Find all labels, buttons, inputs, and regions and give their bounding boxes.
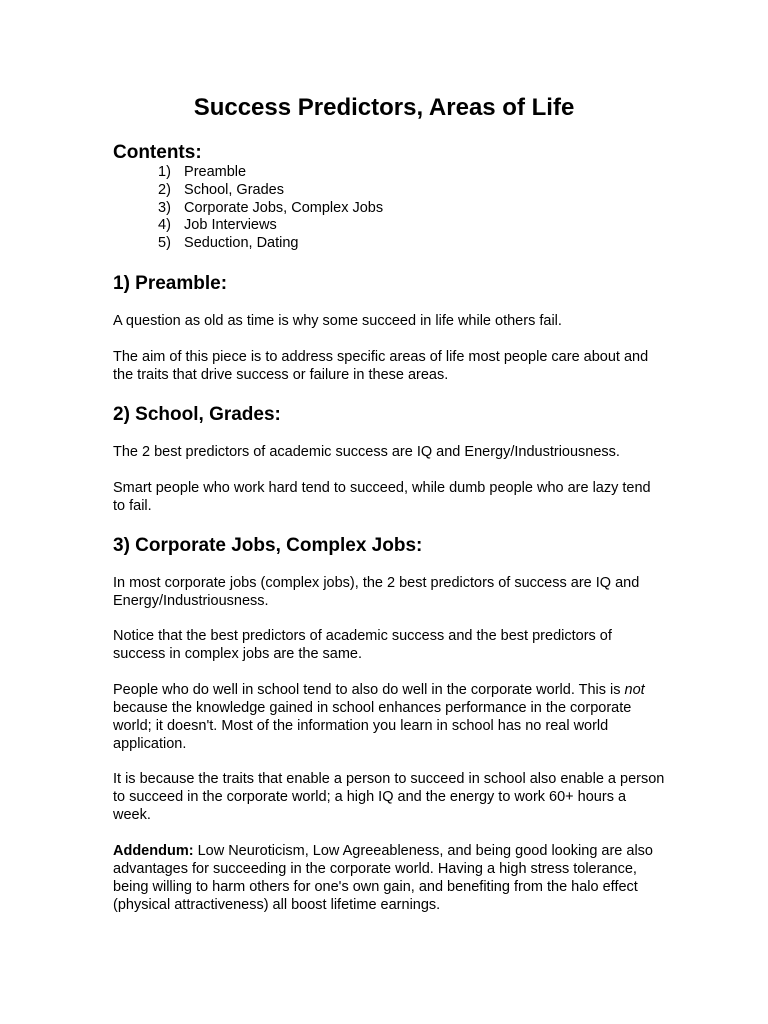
paragraph bbox=[113, 682, 665, 754]
paragraph: It is because the traits that enable a person to succeed in school also enable a person to succeed in the corporate world; a high IQ and the energy to work 60+ hours a week. bbox=[113, 771, 665, 823]
toc-item-label: Corporate Jobs, Complex Jobs bbox=[184, 199, 384, 216]
emphasis-text: not bbox=[624, 682, 645, 698]
contents-heading: Contents: bbox=[113, 142, 202, 163]
table-of-contents bbox=[158, 164, 383, 253]
toc-item-number: 1) bbox=[158, 164, 171, 180]
paragraph-text: because the knowledge gained in school enhances performance in the corporate world; it doesn't. Most of the information you learn in school has no real world application. bbox=[113, 699, 632, 752]
toc-item-label: Seduction, Dating bbox=[184, 235, 299, 252]
section-heading-corporate: 3) Corporate Jobs, Complex Jobs: bbox=[113, 535, 423, 556]
toc-item bbox=[158, 217, 383, 235]
paragraph: Notice that the best predictors of academic success and the best predictors of success in complex jobs are the same. bbox=[113, 628, 612, 662]
paragraph: The 2 best predictors of academic success are IQ and Energy/Industriousness. bbox=[113, 444, 620, 460]
paragraph-text: People who do well in school tend to also do well in the corporate world. This is bbox=[113, 682, 625, 698]
paragraph: Smart people who work hard tend to succeed, while dumb people who are lazy tend to fail. bbox=[113, 480, 651, 514]
section-heading-preamble: 1) Preamble: bbox=[113, 273, 228, 294]
paragraph: The aim of this piece is to address specific areas of life most people care about and the traits that drive success or failure in these areas. bbox=[113, 349, 649, 383]
toc-item-number: 4) bbox=[158, 217, 171, 234]
toc-item-label: School, Grades bbox=[184, 181, 284, 198]
toc-item-number: 3) bbox=[158, 199, 171, 216]
addendum-label: Addendum: bbox=[113, 843, 194, 859]
toc-item-label: Preamble bbox=[184, 164, 247, 180]
paragraph: A question as old as time is why some succeed in life while others fail. bbox=[113, 313, 562, 329]
toc-item bbox=[158, 164, 383, 182]
toc-item-number: 5) bbox=[158, 235, 171, 252]
toc-item-number: 2) bbox=[158, 181, 171, 198]
document-title: Success Predictors, Areas of Life bbox=[193, 94, 575, 121]
toc-item bbox=[158, 182, 383, 200]
addendum-text: Low Neuroticism, Low Agreeableness, and being good looking are also advantages for succeeding in the corporate world. Having a high stress tolerance, being willing to harm others for one's own gain, and benefiting from the halo effect (physical attractiveness) all boost lifetime earnings. bbox=[113, 843, 654, 913]
toc-item bbox=[158, 200, 383, 218]
toc-item bbox=[158, 235, 383, 253]
addendum-paragraph bbox=[113, 843, 665, 915]
toc-item-label: Job Interviews bbox=[184, 217, 277, 234]
paragraph: In most corporate jobs (complex jobs), the 2 best predictors of success are IQ and Energy/Industriousness. bbox=[113, 575, 640, 609]
section-heading-school: 2) School, Grades: bbox=[113, 404, 281, 425]
